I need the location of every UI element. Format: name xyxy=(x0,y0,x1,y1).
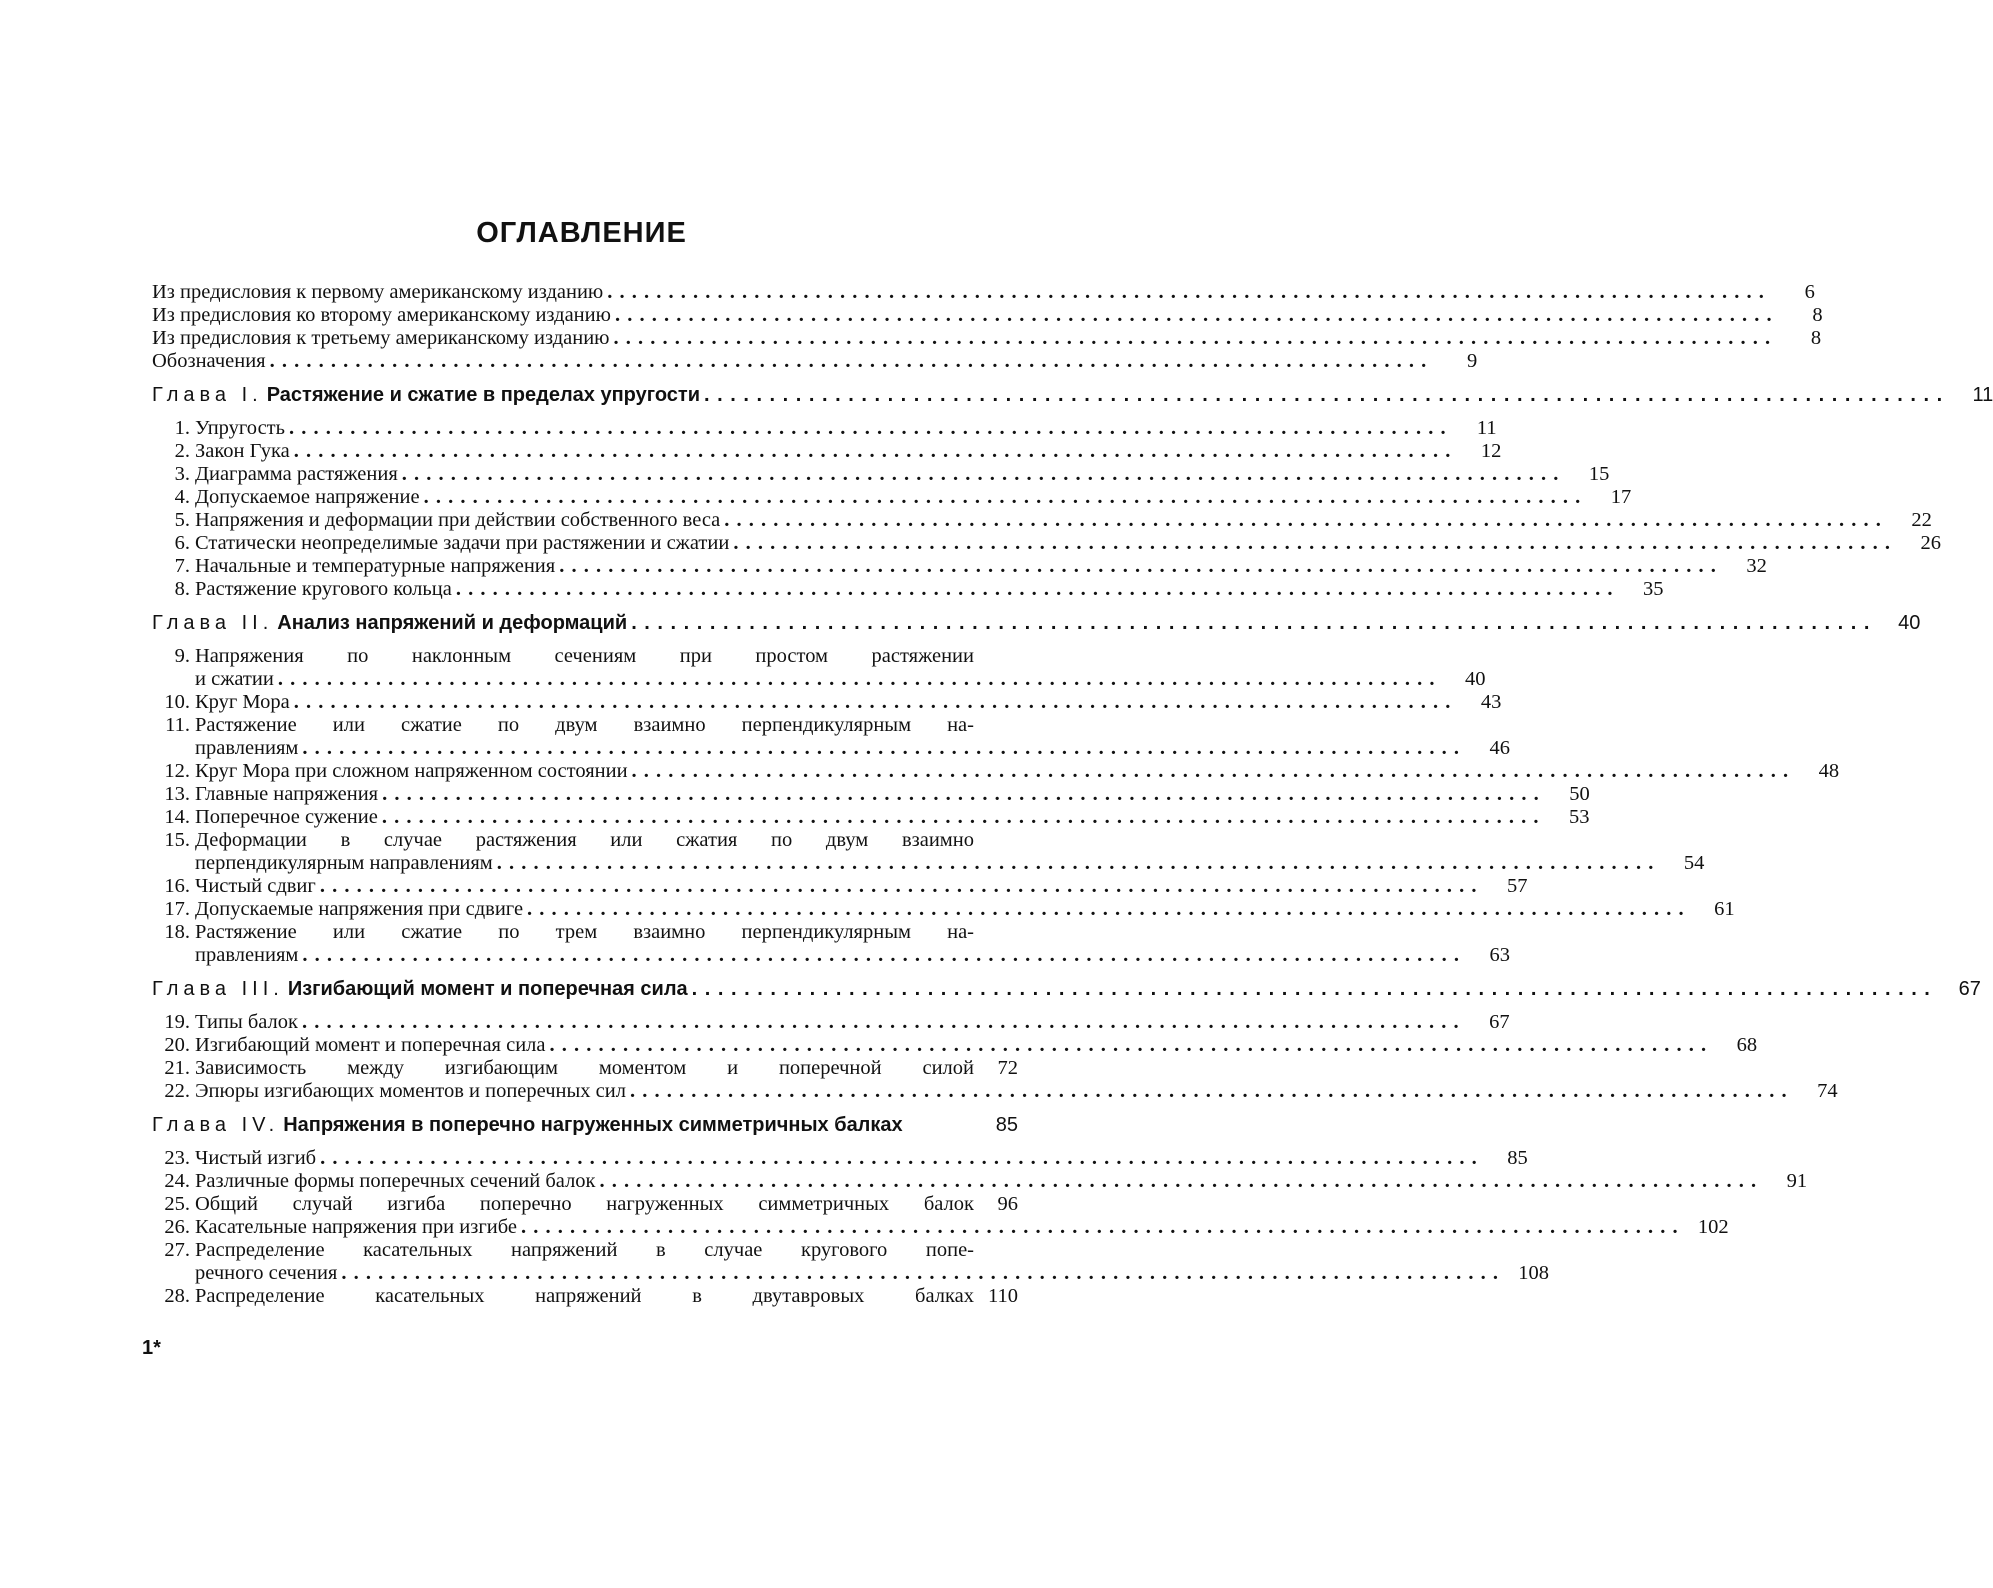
page-number: 67 xyxy=(1958,978,1981,1000)
entry-title: Чистый изгиб xyxy=(195,1147,317,1169)
toc-entry[interactable] xyxy=(152,532,1941,555)
toc-entry[interactable] xyxy=(152,1147,1528,1170)
chapter-title: Изгибающий момент и поперечная сила xyxy=(287,978,688,1000)
dot-leader xyxy=(294,440,1452,463)
spacer xyxy=(152,407,1018,417)
dot-leader xyxy=(294,691,1452,714)
dot-leader xyxy=(320,1147,1478,1170)
chapter-heading[interactable] xyxy=(152,611,1921,635)
entry-title: Из предисловия к первому американскому изданию xyxy=(152,281,604,303)
page-number: 54 xyxy=(1683,852,1705,874)
page-number: 8 xyxy=(1812,304,1823,326)
page-title: ОГЛАВЛЕНИЕ xyxy=(476,217,687,249)
section-number: 4. xyxy=(174,486,190,508)
entry-title: Растяжение или сжатие по двум взаимно перпендикулярным на- xyxy=(195,714,974,736)
toc-entry[interactable] xyxy=(152,417,1497,440)
toc-entry[interactable] xyxy=(152,281,1815,304)
toc-entry-continuation xyxy=(152,668,1486,691)
entry-title: Из предисловия ко второму американскому изданию xyxy=(152,304,611,326)
page-number: 35 xyxy=(1642,578,1664,600)
toc-entry[interactable] xyxy=(152,1170,1808,1193)
spacer xyxy=(152,1137,1018,1147)
spacer xyxy=(152,601,1018,611)
entry-title: Касательные напряжения при изгибе xyxy=(195,1216,517,1238)
toc-entry[interactable] xyxy=(152,1034,1758,1057)
section-number: 20. xyxy=(164,1034,190,1056)
page-number: 96 xyxy=(997,1193,1018,1215)
dot-leader xyxy=(527,898,1685,921)
page-number: 61 xyxy=(1714,898,1735,920)
entry-title: Зависимость между изгибающим моментом и поперечной силой xyxy=(195,1057,974,1079)
page-number: 40 xyxy=(1898,612,1921,634)
signature-mark: 1* xyxy=(142,1337,161,1359)
page-number: 85 xyxy=(1507,1147,1528,1169)
section-number: 3. xyxy=(174,463,190,485)
entry-title: Главные напряжения xyxy=(195,783,379,805)
entry-title: Из предисловия к третьему американскому изданию xyxy=(152,327,610,349)
toc-entry[interactable] xyxy=(152,327,1822,350)
dot-leader xyxy=(382,806,1540,829)
page-number: 12 xyxy=(1480,440,1502,462)
section-number: 14. xyxy=(164,806,190,828)
toc-entry-continuation xyxy=(152,852,1705,875)
page-number: 91 xyxy=(1786,1170,1808,1192)
section-number: 2. xyxy=(174,440,190,462)
page-number: 46 xyxy=(1489,737,1511,759)
page-number: 32 xyxy=(1746,555,1767,577)
section-number: 9. xyxy=(174,645,190,667)
dot-leader xyxy=(302,737,1460,760)
page-number: 48 xyxy=(1818,760,1840,782)
dot-leader xyxy=(424,486,1582,509)
chapter-title: Анализ напряжений и деформаций xyxy=(277,612,628,634)
entry-title-continuation: правлениям xyxy=(195,737,299,759)
entry-title: Круг Мора xyxy=(195,691,290,713)
chapter-title: Напряжения в поперечно нагруженных симметричных балках xyxy=(283,1114,903,1136)
page-number: 17 xyxy=(1610,486,1632,508)
toc-entry[interactable] xyxy=(152,350,1478,373)
entry-title: Эпюры изгибающих моментов и поперечных сил xyxy=(195,1080,626,1102)
dot-leader xyxy=(270,350,1428,373)
page-number: 72 xyxy=(997,1057,1018,1079)
section-number: 27. xyxy=(164,1239,190,1261)
chapter-label: Глава III. xyxy=(152,978,284,1000)
entry-title: Закон Гука xyxy=(195,440,290,462)
entry-title: Статически неопределимые задачи при растяжении и сжатии xyxy=(195,532,730,554)
section-number: 16. xyxy=(164,875,190,897)
entry-title: Поперечное сужение xyxy=(195,806,378,828)
page-number: 57 xyxy=(1506,875,1528,897)
dot-leader xyxy=(692,977,1931,1001)
section-number: 23. xyxy=(164,1147,190,1169)
dot-leader xyxy=(631,611,1870,635)
dot-leader xyxy=(302,944,1460,967)
dot-leader xyxy=(382,783,1540,806)
spacer xyxy=(152,373,1018,383)
page-number: 50 xyxy=(1569,783,1590,805)
page-number: 8 xyxy=(1810,327,1822,349)
table-of-contents xyxy=(152,281,1993,1308)
page-number: 68 xyxy=(1736,1034,1758,1056)
page-number: 22 xyxy=(1911,509,1932,531)
page-number: 15 xyxy=(1588,463,1610,485)
entry-title: Диаграмма растяжения xyxy=(195,463,398,485)
dot-leader xyxy=(320,875,1478,898)
section-number: 1. xyxy=(174,417,190,439)
toc-entry-continuation xyxy=(152,1262,1549,1285)
toc-entry[interactable] xyxy=(152,806,1590,829)
dot-leader xyxy=(302,1011,1460,1034)
toc-entry[interactable] xyxy=(152,691,1502,714)
section-number: 28. xyxy=(164,1285,190,1307)
dot-leader xyxy=(402,463,1560,486)
dot-leader xyxy=(550,1034,1708,1057)
dot-leader xyxy=(559,555,1717,578)
toc-entry[interactable] xyxy=(152,875,1528,898)
entry-title: Начальные и температурные напряжения xyxy=(195,555,556,577)
section-number: 21. xyxy=(164,1057,190,1079)
toc-entry[interactable] xyxy=(152,578,1664,601)
chapter-heading[interactable] xyxy=(152,977,1981,1001)
dot-leader xyxy=(289,417,1447,440)
entry-title: Упругость xyxy=(195,417,285,439)
dot-leader xyxy=(724,509,1882,532)
entry-title: Растяжение или сжатие по трем взаимно перпендикулярным на- xyxy=(195,921,974,943)
chapter-heading[interactable] xyxy=(152,1113,1018,1137)
page-number: 11 xyxy=(1476,417,1497,439)
entry-title: Распределение касательных напряжений в двутавровых балках xyxy=(195,1285,974,1307)
toc-entry[interactable] xyxy=(152,440,1502,463)
entry-title: Деформации в случае растяжения или сжатия по двум взаимно xyxy=(195,829,974,851)
toc-entry[interactable] xyxy=(152,760,1840,783)
page-number: 74 xyxy=(1817,1080,1838,1102)
dot-leader xyxy=(521,1216,1679,1239)
section-number: 15. xyxy=(164,829,190,851)
section-number: 6. xyxy=(174,532,190,554)
toc-entry[interactable] xyxy=(152,714,1018,737)
section-number: 5. xyxy=(174,509,190,531)
page-number: 40 xyxy=(1464,668,1486,690)
dot-leader xyxy=(607,281,1765,304)
dot-leader xyxy=(497,852,1655,875)
dot-leader xyxy=(615,304,1773,327)
section-number: 22. xyxy=(164,1080,190,1102)
toc-entry-continuation xyxy=(152,944,1511,967)
entry-title: Обозначения xyxy=(152,350,266,372)
toc-entry[interactable] xyxy=(152,921,1018,944)
section-number: 17. xyxy=(164,898,190,920)
entry-title: Растяжение кругового кольца xyxy=(195,578,452,600)
page-number: 26 xyxy=(1920,532,1941,554)
page-number: 110 xyxy=(988,1285,1018,1307)
toc-entry[interactable] xyxy=(152,1216,1729,1239)
entry-title: Чистый сдвиг xyxy=(195,875,316,897)
page-number: 85 xyxy=(995,1114,1018,1136)
toc-entry[interactable] xyxy=(152,555,1767,578)
entry-title: Различные формы поперечных сечений балок xyxy=(195,1170,596,1192)
entry-title: Общий случай изгиба поперечно нагруженных симметричных балок xyxy=(195,1193,974,1215)
toc-entry[interactable] xyxy=(152,1193,1018,1216)
page-number: 67 xyxy=(1489,1011,1510,1033)
chapter-label: Глава IV. xyxy=(152,1114,280,1136)
toc-entry[interactable] xyxy=(152,304,1823,327)
chapter-heading[interactable] xyxy=(152,383,1993,407)
section-number: 18. xyxy=(164,921,190,943)
toc-entry[interactable] xyxy=(152,1011,1510,1034)
entry-title-continuation: и сжатии xyxy=(195,668,274,690)
dot-leader xyxy=(704,383,1943,407)
dot-leader xyxy=(341,1262,1499,1285)
entry-title: Изгибающий момент и поперечная сила xyxy=(195,1034,546,1056)
toc-entry[interactable] xyxy=(152,486,1632,509)
page-number: 9 xyxy=(1467,350,1478,372)
page-number: 43 xyxy=(1480,691,1502,713)
entry-title: Допускаемые напряжения при сдвиге xyxy=(195,898,524,920)
page-number: 63 xyxy=(1489,944,1511,966)
section-number: 10. xyxy=(164,691,190,713)
toc-entry[interactable] xyxy=(152,645,1018,668)
section-number: 12. xyxy=(164,760,190,782)
toc-entry[interactable] xyxy=(152,1239,1018,1262)
section-number: 24. xyxy=(164,1170,190,1192)
section-number: 7. xyxy=(174,555,190,577)
entry-title-continuation: речного сечения xyxy=(195,1262,338,1284)
toc-entry[interactable] xyxy=(152,783,1590,806)
page-number: 108 xyxy=(1518,1262,1549,1284)
toc-entry-continuation xyxy=(152,737,1511,760)
section-number: 11. xyxy=(165,714,190,736)
dot-leader xyxy=(632,760,1790,783)
section-number: 13. xyxy=(164,783,190,805)
entry-title: Допускаемое напряжение xyxy=(195,486,420,508)
toc-entry[interactable] xyxy=(152,1285,1018,1308)
dot-leader xyxy=(613,327,1771,350)
entry-title: Типы балок xyxy=(195,1011,299,1033)
spacer xyxy=(152,635,1018,645)
dot-leader xyxy=(733,532,1891,555)
dot-leader xyxy=(630,1080,1788,1103)
entry-title-continuation: перпендикулярным направлениям xyxy=(195,852,493,874)
toc-entry[interactable] xyxy=(152,1057,1018,1080)
spacer xyxy=(152,967,1018,977)
toc-entry[interactable] xyxy=(152,463,1610,486)
section-number: 26. xyxy=(164,1216,190,1238)
section-number: 8. xyxy=(174,578,190,600)
page-number: 102 xyxy=(1697,1216,1729,1238)
section-number: 19. xyxy=(164,1011,190,1033)
entry-title: Напряжения по наклонным сечениям при простом растяжении xyxy=(195,645,974,667)
toc-entry[interactable] xyxy=(152,1080,1838,1103)
toc-entry[interactable] xyxy=(152,509,1932,532)
entry-title: Распределение касательных напряжений в случае кругового попе- xyxy=(195,1239,974,1261)
page-number: 53 xyxy=(1568,806,1590,828)
dot-leader xyxy=(278,668,1436,691)
section-number: 25. xyxy=(164,1193,190,1215)
entry-title: Напряжения и деформации при действии собственного веса xyxy=(195,509,721,531)
dot-leader xyxy=(456,578,1614,601)
toc-entry[interactable] xyxy=(152,898,1735,921)
chapter-title: Растяжение и сжатие в пределах упругости xyxy=(266,384,700,406)
toc-entry[interactable] xyxy=(152,829,1018,852)
spacer xyxy=(152,1001,1018,1011)
entry-title-continuation: правлениям xyxy=(195,944,299,966)
spacer xyxy=(152,1103,1018,1113)
chapter-label: Глава I. xyxy=(152,384,263,406)
entry-title: Круг Мора при сложном напряженном состоянии xyxy=(195,760,628,782)
dot-leader xyxy=(600,1170,1758,1193)
page-number: 11 xyxy=(1972,384,1993,406)
page-number: 6 xyxy=(1804,281,1815,303)
chapter-label: Глава II. xyxy=(152,612,274,634)
